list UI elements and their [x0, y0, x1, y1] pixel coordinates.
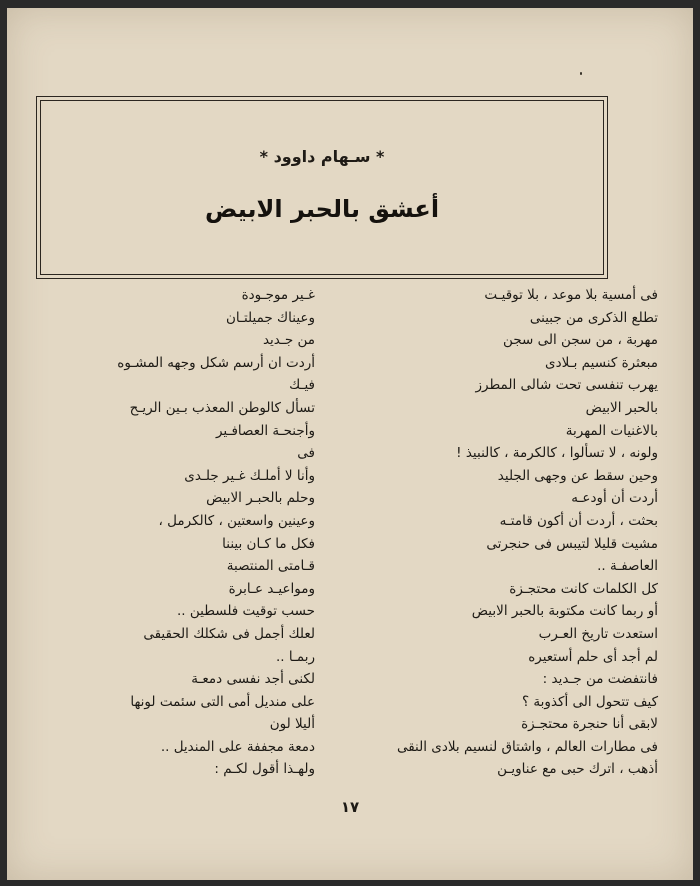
poem-line: حسب توقيت فلسطين ..	[176, 603, 315, 620]
poem-line: على منديل أمى التى سئمت لونها	[130, 693, 315, 710]
poem-line: دمعة مجففة على المنديل ..	[160, 738, 315, 755]
author-name: * سـهام داوود *	[259, 147, 385, 166]
poem-line: وعينين واسعتين ، كالكرمل ،	[158, 512, 315, 529]
poem-line: لكنى أجد نفسى دمعـة	[191, 671, 315, 688]
poem-line: مهربة ، من سجن الى سجن	[503, 332, 658, 349]
poem-line: غـير موجـودة	[241, 287, 315, 303]
poem-line: أردت أن أودعـه	[571, 490, 658, 507]
poem-line: أذهب ، اترك حبى مع عناويـن	[497, 761, 658, 778]
poem-line: وأنا لا أملـك غـير جلـدى	[184, 467, 315, 484]
poem-line: من جـديد	[262, 332, 315, 349]
poem-line: فكل ما كـان بيننا	[222, 535, 315, 552]
poem-right-column	[358, 284, 658, 781]
poem-line: أو ربما كانت مكتوبة بالحبر الابيض	[471, 603, 658, 620]
poem-line: بالحبر الابيض	[585, 399, 658, 416]
poem-line: وحلم بالحبـر الابيض	[206, 490, 315, 507]
poem-line: مشيت قليلا لتيبس فى حنجرتى	[486, 535, 658, 552]
poem-line: كيف تتحول الى أكذوبة ؟	[521, 693, 658, 710]
poem-line: ولهـذا أقول لكـم :	[214, 761, 315, 778]
poem-line: فيـك	[289, 377, 315, 394]
page-number: ١٧	[340, 798, 360, 816]
poem-line: فى مطارات العالم ، واشتاق لنسيم بلادى النقى	[396, 738, 658, 755]
title-frame	[36, 96, 608, 279]
poem-line: أردت ان أرسم شكل وجهه المشـوه	[117, 354, 315, 371]
poem-line: وحين سقط عن وجهى الجليد	[497, 467, 658, 484]
poem-line: وأجنحـة العصافـير	[215, 422, 315, 439]
poem-line: فى	[297, 445, 315, 462]
poem-line: ولونه ، لا تسألوا ، كالكرمة ، كالنبيذ !	[456, 445, 658, 462]
poem-line: بحثت ، أردت أن أكون قامتـه	[499, 512, 658, 529]
poem-line: استعدت تاريخ العـرب	[538, 625, 658, 642]
poem-left-column	[45, 284, 315, 781]
poem-line: ومواعيـد عـابرة	[228, 580, 315, 597]
poem-line: يهرب تنفسى تحت شالى المطرز	[475, 377, 658, 394]
poem-line: مبعثرة كنسيم بـلادى	[545, 354, 658, 371]
poem-title: أعشق بالحبر الابيض	[204, 195, 440, 223]
paper-speck	[580, 72, 582, 75]
poem-line: تطلع الذكرى من جبينى	[529, 309, 658, 326]
poem-line: العاصفـة ..	[597, 558, 658, 575]
poem-line: بالاغنيات المهربة	[565, 422, 658, 439]
poem-line: قـامتى المنتصبة	[226, 558, 315, 575]
poem-line: تسأل كالوطن المعذب بـين الريـح	[129, 399, 315, 416]
poem-line: كل الكلمات كانت محتجـزة	[509, 580, 658, 597]
poem-line: أليلا لون	[269, 716, 315, 733]
poem-line: لم أجد أى حلم أستعيره	[528, 648, 658, 665]
poem-line: فانتفضت من جـديد :	[542, 671, 658, 688]
poem-line: لابقى أنا حنجرة محتجـزة	[521, 716, 658, 733]
poem-line: لعلك أجمل فى شكلك الحقيقى	[143, 625, 315, 642]
poem-line: ربمـا ..	[275, 648, 315, 665]
magazine-page	[7, 8, 693, 880]
poem-line: فى أمسية بلا موعد ، بلا توقيـت	[484, 287, 658, 303]
title-frame-inner	[40, 100, 604, 275]
poem-line: وعيناك جميلتـان	[225, 309, 315, 326]
